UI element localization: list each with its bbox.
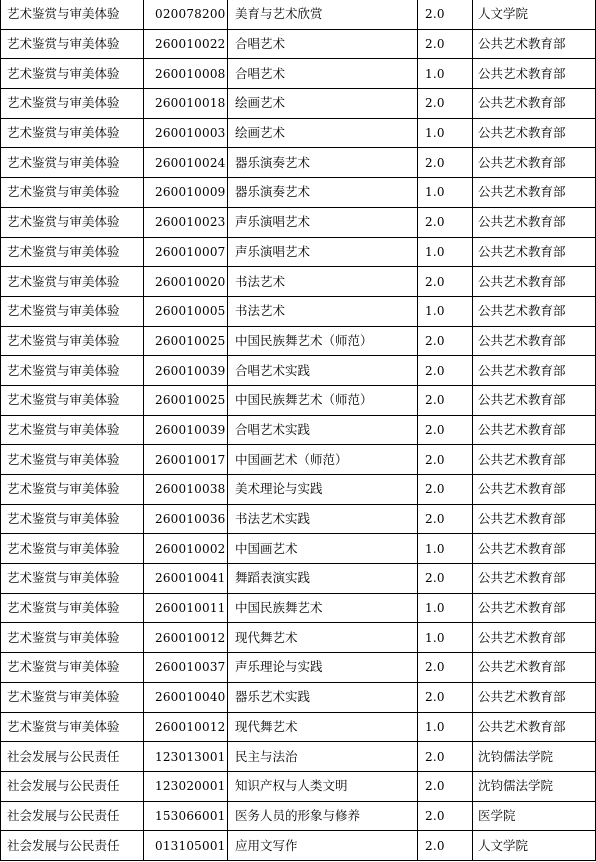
category-cell: 艺术鉴赏与审美体验 (1, 385, 144, 415)
course-code-cell: 260010025 (144, 385, 228, 415)
course-name-cell: 合唱艺术 (228, 59, 418, 89)
credit-cell: 2.0 (418, 504, 473, 534)
course-name-cell: 现代舞艺术 (228, 623, 418, 653)
course-code-cell: 260010018 (144, 89, 228, 119)
table-row (1, 385, 596, 415)
table-row (1, 771, 596, 801)
course-code-cell: 260010039 (144, 356, 228, 386)
course-name-cell: 美术理论与实践 (228, 475, 418, 505)
credit-cell: 2.0 (418, 801, 473, 831)
department-cell: 公共艺术教育部 (473, 267, 596, 297)
course-name-cell: 书法艺术 (228, 296, 418, 326)
course-name-cell: 中国民族舞艺术 (228, 593, 418, 623)
course-name-cell: 应用文写作 (228, 831, 418, 861)
department-cell: 公共艺术教育部 (473, 415, 596, 445)
course-code-cell: 260010017 (144, 445, 228, 475)
course-name-cell: 现代舞艺术 (228, 712, 418, 742)
category-cell: 艺术鉴赏与审美体验 (1, 148, 144, 178)
course-name-cell: 绘画艺术 (228, 118, 418, 148)
credit-cell: 2.0 (418, 682, 473, 712)
category-cell: 艺术鉴赏与审美体验 (1, 326, 144, 356)
course-code-cell: 013105001 (144, 831, 228, 861)
course-name-cell: 医务人员的形象与修养 (228, 801, 418, 831)
course-code-cell: 260010012 (144, 623, 228, 653)
department-cell: 医学院 (473, 801, 596, 831)
category-cell: 艺术鉴赏与审美体验 (1, 504, 144, 534)
category-cell: 艺术鉴赏与审美体验 (1, 682, 144, 712)
table-row (1, 178, 596, 208)
category-cell: 艺术鉴赏与审美体验 (1, 564, 144, 594)
table-row (1, 534, 596, 564)
course-name-cell: 声乐演唱艺术 (228, 207, 418, 237)
category-cell: 艺术鉴赏与审美体验 (1, 0, 144, 29)
department-cell: 公共艺术教育部 (473, 178, 596, 208)
category-cell: 艺术鉴赏与审美体验 (1, 712, 144, 742)
credit-cell: 1.0 (418, 534, 473, 564)
course-name-cell: 美育与艺术欣赏 (228, 0, 418, 29)
department-cell: 公共艺术教育部 (473, 534, 596, 564)
credit-cell: 2.0 (418, 385, 473, 415)
category-cell: 艺术鉴赏与审美体验 (1, 207, 144, 237)
department-cell: 公共艺术教育部 (473, 296, 596, 326)
table-row (1, 356, 596, 386)
table-row (1, 29, 596, 59)
table-row (1, 653, 596, 683)
course-code-cell: 260010025 (144, 326, 228, 356)
department-cell: 公共艺术教育部 (473, 564, 596, 594)
department-cell: 公共艺术教育部 (473, 653, 596, 683)
course-code-cell: 123020001 (144, 771, 228, 801)
department-cell: 公共艺术教育部 (473, 712, 596, 742)
course-name-cell: 绘画艺术 (228, 89, 418, 119)
category-cell: 艺术鉴赏与审美体验 (1, 296, 144, 326)
department-cell: 公共艺术教育部 (473, 89, 596, 119)
course-code-cell: 260010008 (144, 59, 228, 89)
table-row (1, 0, 596, 29)
course-table-body (1, 0, 596, 860)
course-code-cell: 260010002 (144, 534, 228, 564)
table-row (1, 475, 596, 505)
category-cell: 艺术鉴赏与审美体验 (1, 178, 144, 208)
course-code-cell: 260010003 (144, 118, 228, 148)
category-cell: 艺术鉴赏与审美体验 (1, 267, 144, 297)
category-cell: 艺术鉴赏与审美体验 (1, 29, 144, 59)
course-name-cell: 声乐理论与实践 (228, 653, 418, 683)
table-row (1, 801, 596, 831)
course-code-cell: 260010038 (144, 475, 228, 505)
category-cell: 艺术鉴赏与审美体验 (1, 445, 144, 475)
course-name-cell: 合唱艺术实践 (228, 415, 418, 445)
category-cell: 艺术鉴赏与审美体验 (1, 89, 144, 119)
credit-cell: 1.0 (418, 59, 473, 89)
table-row (1, 267, 596, 297)
table-row (1, 831, 596, 861)
category-cell: 社会发展与公民责任 (1, 742, 144, 772)
course-name-cell: 器乐艺术实践 (228, 682, 418, 712)
table-row (1, 326, 596, 356)
category-cell: 艺术鉴赏与审美体验 (1, 415, 144, 445)
table-row (1, 89, 596, 119)
table-row (1, 118, 596, 148)
course-code-cell: 260010022 (144, 29, 228, 59)
department-cell: 沈钧儒法学院 (473, 742, 596, 772)
credit-cell: 2.0 (418, 445, 473, 475)
course-name-cell: 中国画艺术 (228, 534, 418, 564)
table-row (1, 148, 596, 178)
course-name-cell: 中国民族舞艺术（师范） (228, 326, 418, 356)
credit-cell: 1.0 (418, 712, 473, 742)
table-row (1, 207, 596, 237)
department-cell: 公共艺术教育部 (473, 118, 596, 148)
department-cell: 人文学院 (473, 0, 596, 29)
credit-cell: 2.0 (418, 564, 473, 594)
course-name-cell: 书法艺术 (228, 267, 418, 297)
course-code-cell: 260010041 (144, 564, 228, 594)
department-cell: 公共艺术教育部 (473, 593, 596, 623)
category-cell: 艺术鉴赏与审美体验 (1, 118, 144, 148)
course-name-cell: 器乐演奏艺术 (228, 148, 418, 178)
category-cell: 艺术鉴赏与审美体验 (1, 475, 144, 505)
course-name-cell: 舞蹈表演实践 (228, 564, 418, 594)
credit-cell: 2.0 (418, 475, 473, 505)
department-cell: 公共艺术教育部 (473, 29, 596, 59)
course-code-cell: 260010023 (144, 207, 228, 237)
credit-cell: 2.0 (418, 415, 473, 445)
course-code-cell: 260010009 (144, 178, 228, 208)
category-cell: 艺术鉴赏与审美体验 (1, 534, 144, 564)
credit-cell: 1.0 (418, 296, 473, 326)
table-row (1, 237, 596, 267)
department-cell: 公共艺术教育部 (473, 356, 596, 386)
table-row (1, 445, 596, 475)
credit-cell: 1.0 (418, 237, 473, 267)
course-code-cell: 123013001 (144, 742, 228, 772)
credit-cell: 1.0 (418, 593, 473, 623)
category-cell: 艺术鉴赏与审美体验 (1, 623, 144, 653)
course-code-cell: 260010024 (144, 148, 228, 178)
department-cell: 沈钧儒法学院 (473, 771, 596, 801)
category-cell: 艺术鉴赏与审美体验 (1, 356, 144, 386)
table-row (1, 564, 596, 594)
department-cell: 公共艺术教育部 (473, 475, 596, 505)
course-code-cell: 260010012 (144, 712, 228, 742)
course-name-cell: 民主与法治 (228, 742, 418, 772)
course-code-cell: 260010040 (144, 682, 228, 712)
category-cell: 社会发展与公民责任 (1, 801, 144, 831)
department-cell: 公共艺术教育部 (473, 59, 596, 89)
department-cell: 公共艺术教育部 (473, 682, 596, 712)
course-name-cell: 声乐演唱艺术 (228, 237, 418, 267)
department-cell: 人文学院 (473, 831, 596, 861)
category-cell: 艺术鉴赏与审美体验 (1, 59, 144, 89)
course-code-cell: 260010036 (144, 504, 228, 534)
course-code-cell: 260010005 (144, 296, 228, 326)
credit-cell: 2.0 (418, 267, 473, 297)
table-row (1, 623, 596, 653)
credit-cell: 2.0 (418, 771, 473, 801)
category-cell: 艺术鉴赏与审美体验 (1, 237, 144, 267)
credit-cell: 1.0 (418, 623, 473, 653)
table-row (1, 504, 596, 534)
department-cell: 公共艺术教育部 (473, 326, 596, 356)
credit-cell: 1.0 (418, 118, 473, 148)
table-row (1, 415, 596, 445)
category-cell: 艺术鉴赏与审美体验 (1, 653, 144, 683)
course-name-cell: 书法艺术实践 (228, 504, 418, 534)
department-cell: 公共艺术教育部 (473, 445, 596, 475)
table-row (1, 593, 596, 623)
course-name-cell: 中国民族舞艺术（师范） (228, 385, 418, 415)
department-cell: 公共艺术教育部 (473, 504, 596, 534)
credit-cell: 1.0 (418, 178, 473, 208)
course-code-cell: 260010007 (144, 237, 228, 267)
department-cell: 公共艺术教育部 (473, 148, 596, 178)
credit-cell: 2.0 (418, 742, 473, 772)
course-code-cell: 260010037 (144, 653, 228, 683)
category-cell: 社会发展与公民责任 (1, 771, 144, 801)
course-code-cell: 153066001 (144, 801, 228, 831)
course-code-cell: 260010011 (144, 593, 228, 623)
table-row (1, 682, 596, 712)
category-cell: 社会发展与公民责任 (1, 831, 144, 861)
course-name-cell: 合唱艺术实践 (228, 356, 418, 386)
table-row (1, 59, 596, 89)
credit-cell: 2.0 (418, 0, 473, 29)
department-cell: 公共艺术教育部 (473, 237, 596, 267)
credit-cell: 2.0 (418, 207, 473, 237)
course-name-cell: 器乐演奏艺术 (228, 178, 418, 208)
credit-cell: 2.0 (418, 326, 473, 356)
department-cell: 公共艺术教育部 (473, 385, 596, 415)
course-code-cell: 260010020 (144, 267, 228, 297)
credit-cell: 2.0 (418, 29, 473, 59)
course-code-cell: 260010039 (144, 415, 228, 445)
department-cell: 公共艺术教育部 (473, 623, 596, 653)
course-name-cell: 合唱艺术 (228, 29, 418, 59)
credit-cell: 2.0 (418, 356, 473, 386)
table-row (1, 712, 596, 742)
credit-cell: 2.0 (418, 148, 473, 178)
course-name-cell: 知识产权与人类文明 (228, 771, 418, 801)
course-name-cell: 中国画艺术（师范） (228, 445, 418, 475)
table-row (1, 296, 596, 326)
credit-cell: 2.0 (418, 653, 473, 683)
category-cell: 艺术鉴赏与审美体验 (1, 593, 144, 623)
credit-cell: 2.0 (418, 89, 473, 119)
department-cell: 公共艺术教育部 (473, 207, 596, 237)
course-code-cell: 020078200 (144, 0, 228, 29)
table-row (1, 742, 596, 772)
credit-cell: 2.0 (418, 831, 473, 861)
